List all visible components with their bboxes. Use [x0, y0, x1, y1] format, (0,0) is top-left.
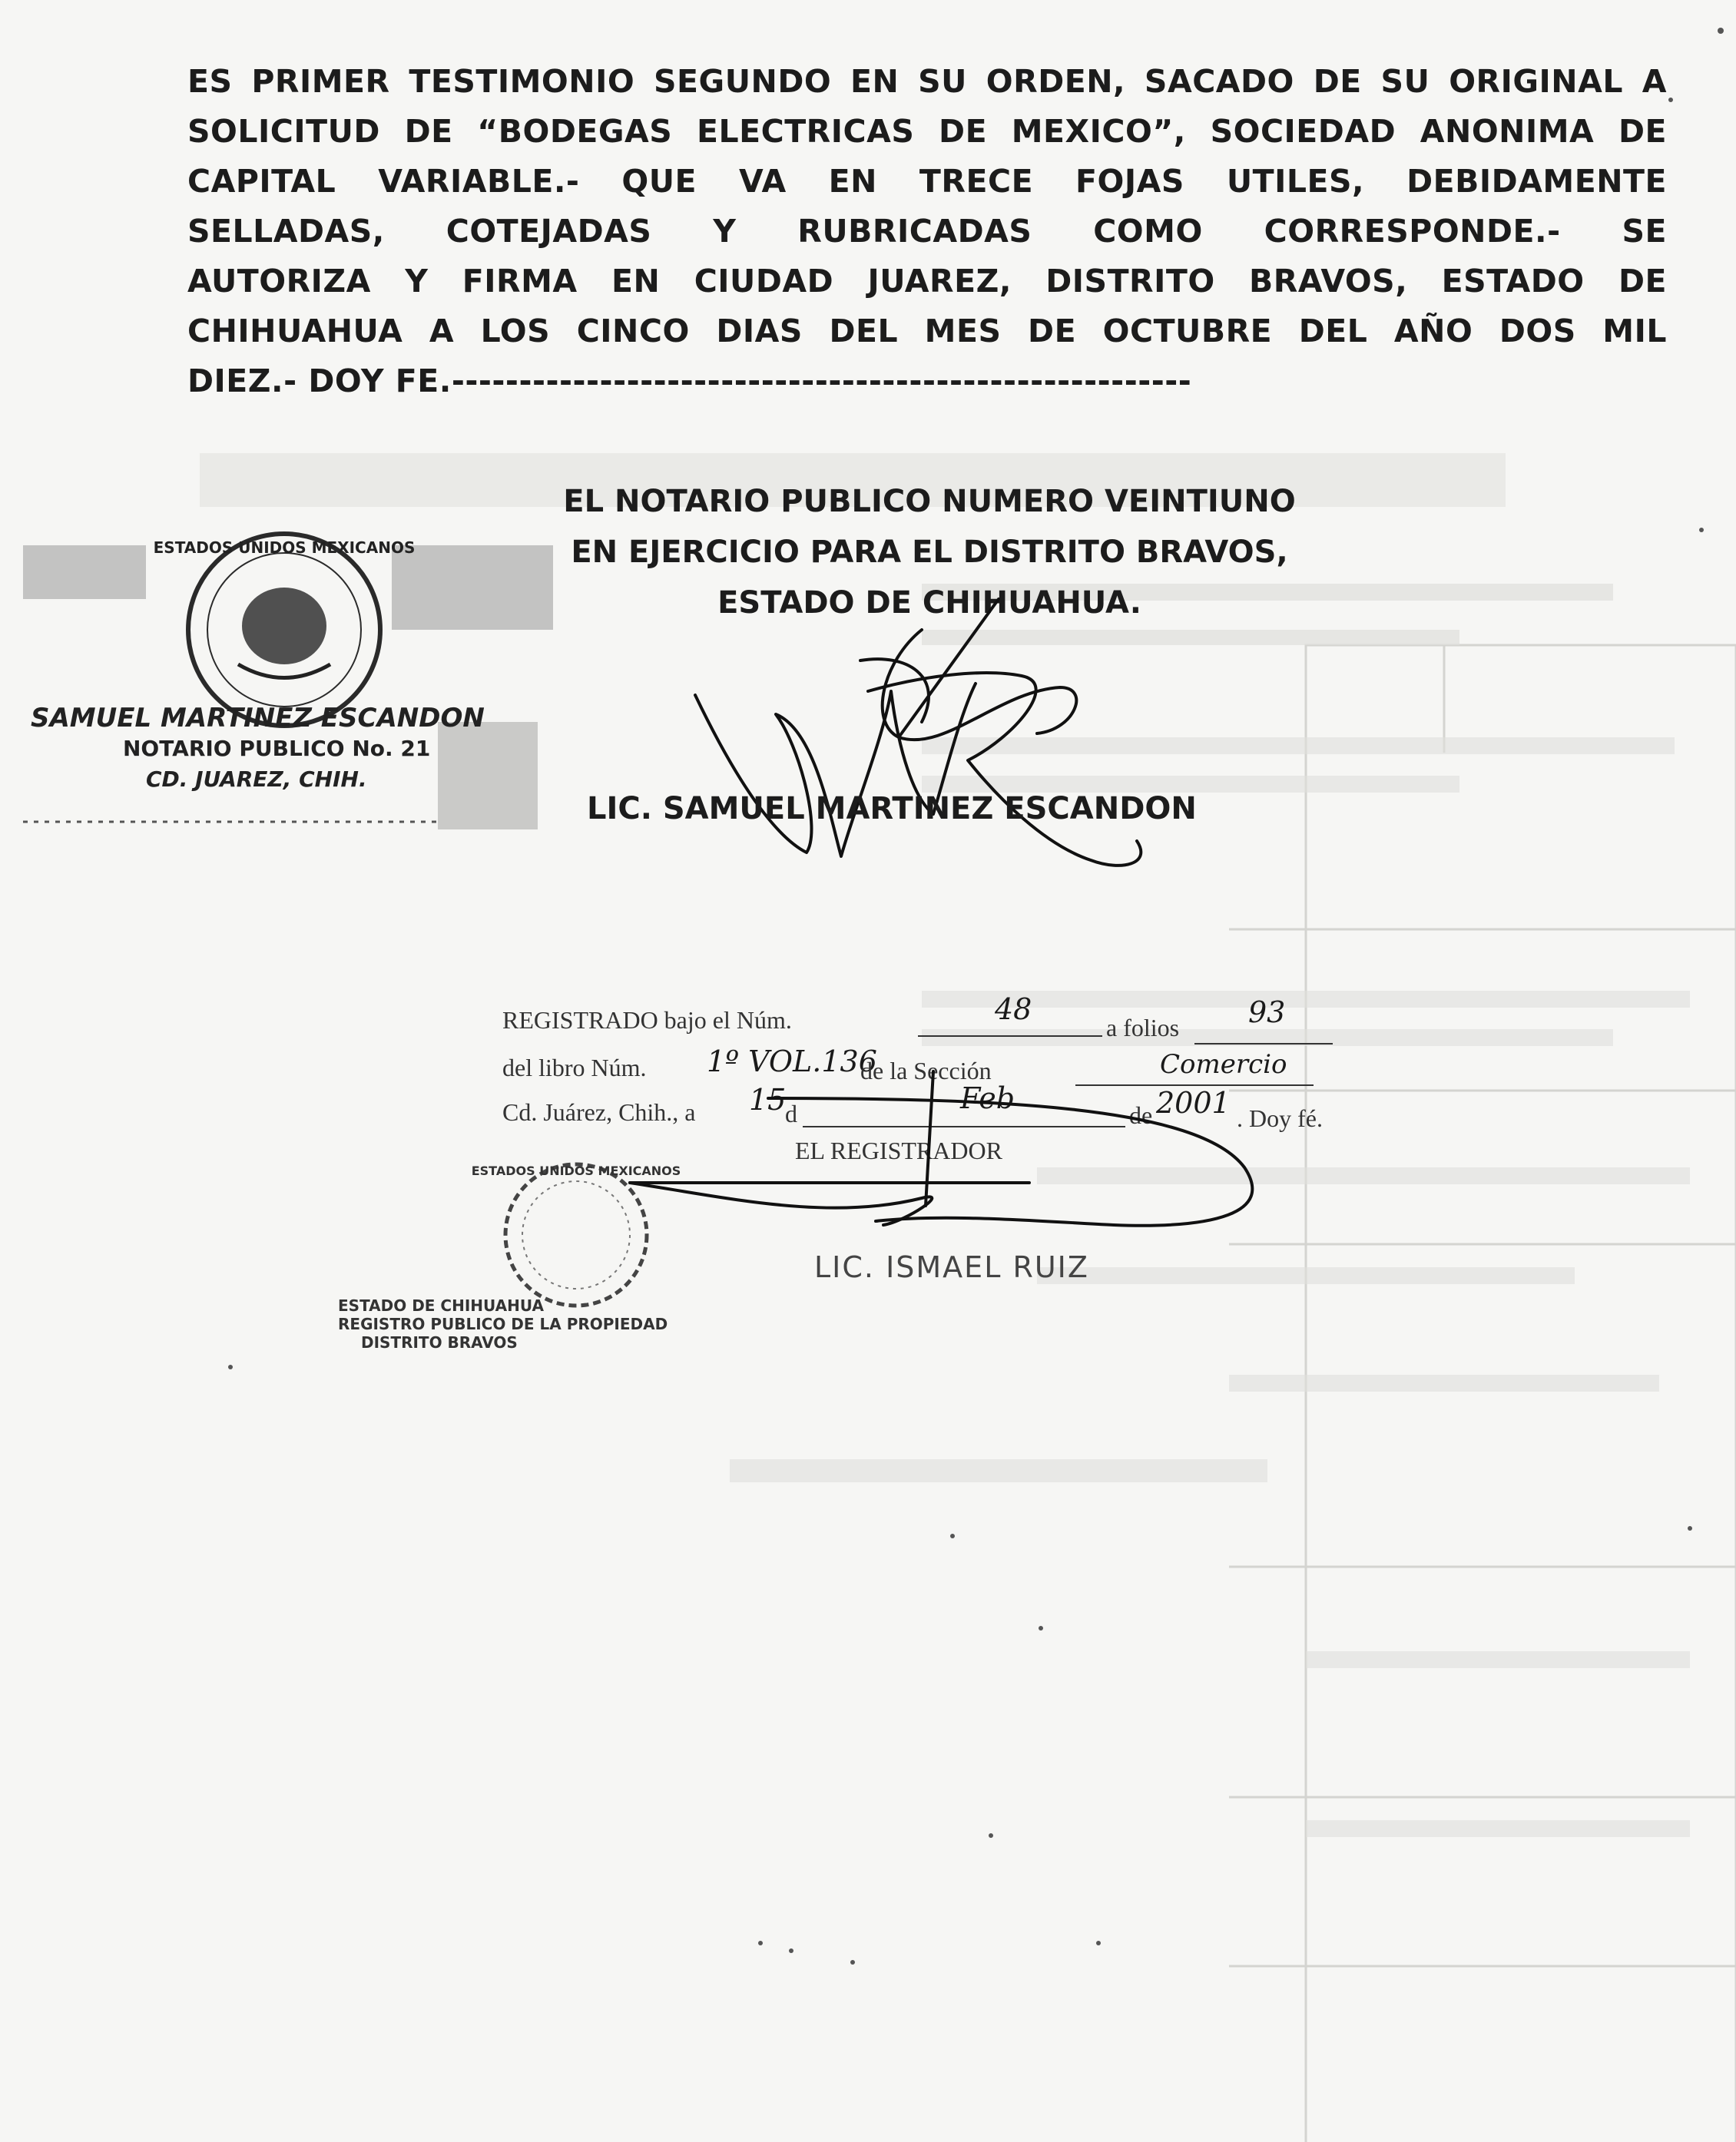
- notary-title-line: EL NOTARIO PUBLICO NUMERO VEINTIUNO: [563, 484, 1296, 519]
- stamp-notary-city: CD. JUAREZ, CHIH.: [146, 766, 367, 792]
- body-line: CAPITAL VARIABLE.- QUE VA EN TRECE FOJAS UTILES, DEBIDAMENTE: [187, 163, 1667, 200]
- body-line: SOLICITUD DE “BODEGAS ELECTRICAS DE MEXICO”, SOCIEDAD ANONIMA DE: [187, 113, 1667, 150]
- registry-stamp-line: ESTADO DE CHIHUAHUA: [338, 1296, 544, 1315]
- body-line: CHIHUAHUA A LOS CINCO DIAS DEL MES DE OCTUBRE DEL AÑO DOS MIL: [187, 313, 1667, 349]
- registry-label: de: [1129, 1101, 1153, 1129]
- seal-caption: ESTADOS UNIDOS MEXICANOS: [471, 1164, 681, 1178]
- notary-title-line: ESTADO DE CHIHUAHUA.: [717, 585, 1141, 621]
- registrar-name: LIC. ISMAEL RUIZ: [814, 1250, 1089, 1284]
- registry-seal-graphic: [471, 1158, 681, 1312]
- seal-caption: ESTADOS UNIDOS MEXICANOS: [153, 538, 416, 557]
- registry-registrar-title: EL REGISTRADOR: [795, 1137, 1002, 1164]
- notary-title-line: EN EJERCICIO PARA EL DISTRITO BRAVOS,: [571, 535, 1288, 570]
- registry-folios: 93: [1248, 995, 1286, 1029]
- registry-label: a folios: [1106, 1014, 1180, 1041]
- registry-stamp-line: REGISTRO PUBLICO DE LA PROPIEDAD: [338, 1315, 668, 1333]
- registry-number: 48: [995, 992, 1032, 1026]
- registry-label: del libro Núm.: [502, 1054, 647, 1081]
- registry-month: Feb: [960, 1081, 1015, 1115]
- stamp-notary-name: SAMUEL MARTINEZ ESCANDON: [31, 703, 485, 733]
- registry-label: Cd. Juárez, Chih., a: [502, 1098, 696, 1126]
- registry-seal-stamp: [471, 1158, 681, 1312]
- registry-label: REGISTRADO bajo el Núm.: [502, 1006, 792, 1034]
- body-line: SELLADAS, COTEJADAS Y RUBRICADAS COMO CORRESPONDE.- SE: [187, 213, 1667, 250]
- registry-day: 15: [749, 1083, 787, 1117]
- registry-label: de la Sección: [860, 1057, 992, 1084]
- body-line: AUTORIZA Y FIRMA EN CIUDAD JUAREZ, DISTRITO BRAVOS, ESTADO DE: [187, 263, 1667, 300]
- registry-label: d: [785, 1100, 797, 1127]
- registry-book: 1º VOL.136: [707, 1045, 877, 1078]
- registry-label: . Doy fé.: [1237, 1104, 1323, 1132]
- stamp-notary-number: NOTARIO PUBLICO No. 21: [123, 736, 431, 761]
- registry-year: 2001: [1156, 1086, 1231, 1120]
- body-line: DIEZ.- DOY FE.-------------------------------------------------------: [187, 363, 1192, 399]
- body-line: ES PRIMER TESTIMONIO SEGUNDO EN SU ORDEN, SACADO DE SU ORIGINAL A: [187, 63, 1667, 100]
- registry-section: Comercio: [1160, 1049, 1287, 1080]
- notary-name: LIC. SAMUEL MARTINEZ ESCANDON: [587, 791, 1197, 826]
- registry-stamp-line: DISTRITO BRAVOS: [361, 1333, 518, 1352]
